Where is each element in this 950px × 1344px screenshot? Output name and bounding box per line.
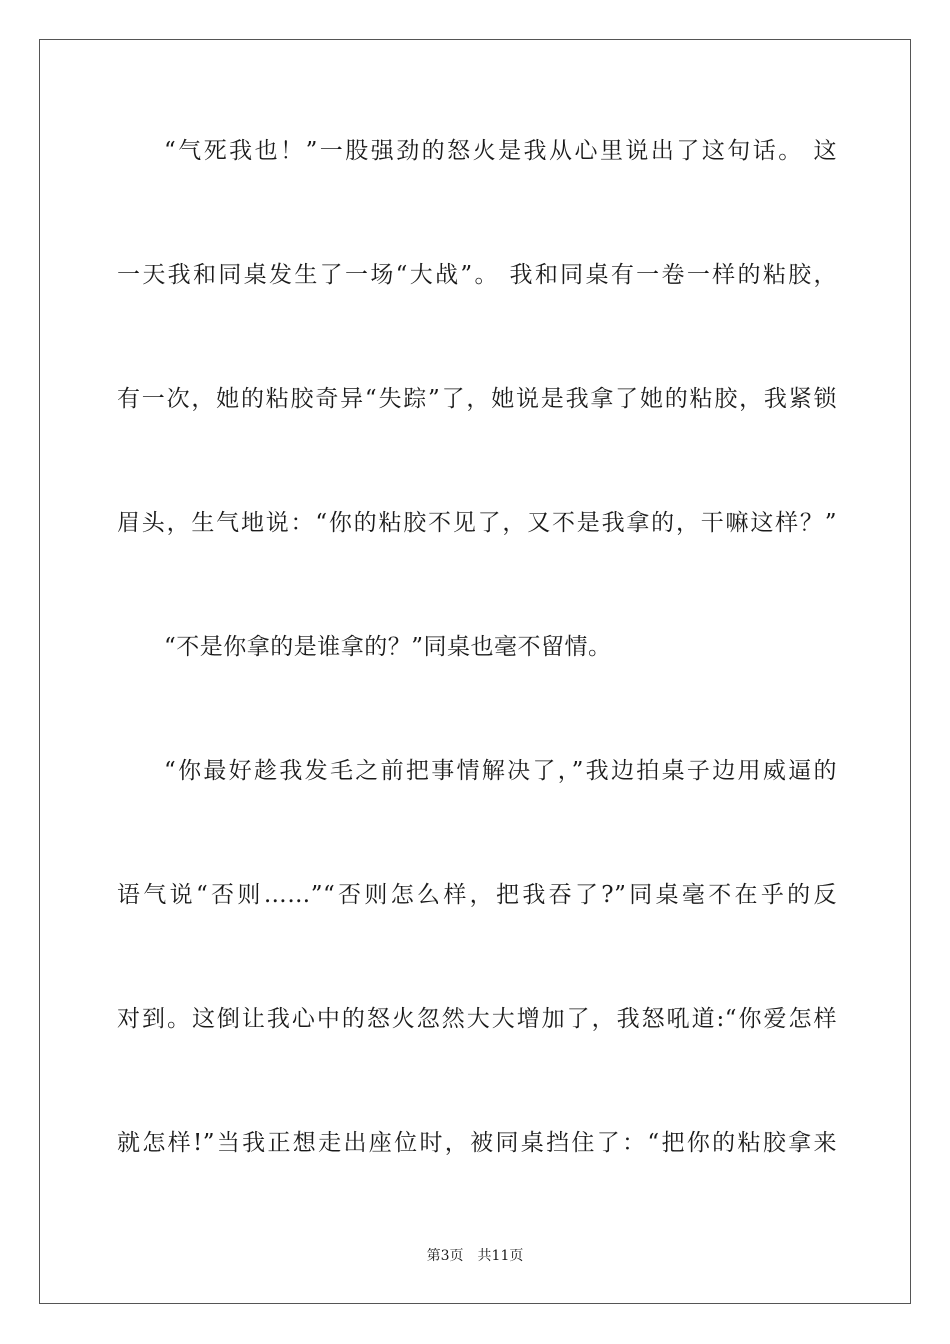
page-total: 共11页 (477, 1248, 524, 1264)
text-line-3: 有一次，她的粘胶奇异“失踪”了，她说是我拿了她的粘胶，我紧锁 (117, 386, 837, 412)
text-line-4: 眉头，生气地说：“你的粘胶不见了，又不是我拿的，干嘛这样？” (117, 510, 837, 536)
page-footer (0, 1247, 950, 1265)
text-line-9: 就怎样!”当我正想走出座位时，被同桌挡住了：“把你的粘胶拿来 (117, 1130, 837, 1156)
text-line-5: “不是你拿的是谁拿的？”同桌也毫不留情。 (164, 634, 612, 660)
text-line-7: 语气说“否则……”“否则怎么样，把我吞了?”同桌毫不在乎的反 (117, 882, 837, 908)
text-line-8: 对到。这倒让我心中的怒火忽然大大增加了，我怒吼道:“你爱怎样 (117, 1006, 837, 1032)
text-line-2: 一天我和同桌发生了一场“大战”。 我和同桌有一卷一样的粘胶， (117, 262, 837, 288)
text-line-6: “你最好趁我发毛之前把事情解决了，”我边拍桌子边用威逼的 (164, 758, 837, 784)
page-border (39, 39, 911, 1304)
page-number: 第3页 (426, 1248, 464, 1264)
text-line-1: “气死我也！”一股强劲的怒火是我从心里说出了这句话。 这 (164, 138, 837, 164)
